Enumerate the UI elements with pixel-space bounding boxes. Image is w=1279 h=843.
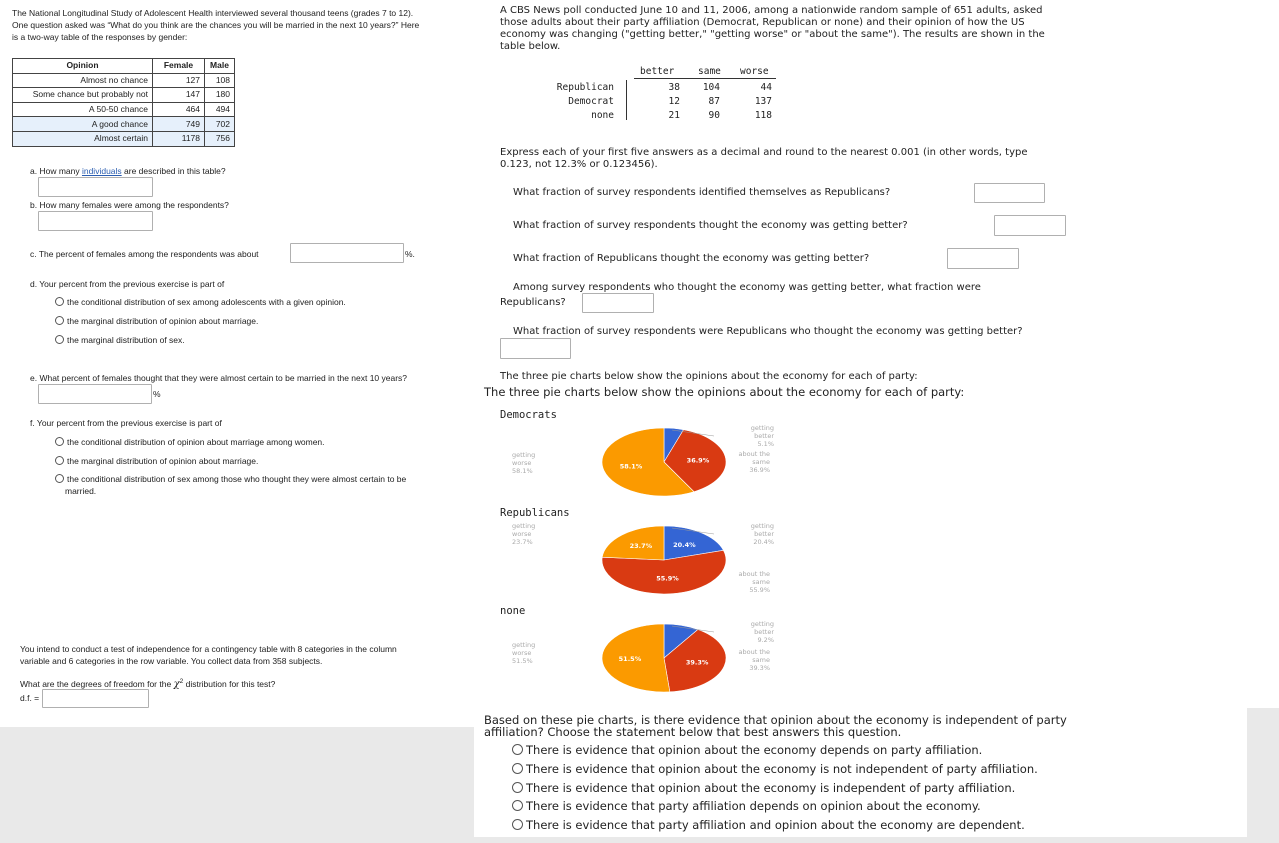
table-header: Female bbox=[153, 59, 205, 74]
intro-line-3: is a two-way table of the responses by gender: bbox=[12, 32, 188, 42]
table-cell: Some chance but probably not bbox=[13, 88, 153, 103]
table-cell: 108 bbox=[205, 73, 235, 88]
chi-intro-line-2: variable and 6 categories in the row variable. You collect data from 358 subjects. bbox=[20, 656, 323, 666]
table-header-rule bbox=[634, 78, 776, 79]
pie-percent-label: 23.7% bbox=[629, 542, 653, 551]
table-header: worse bbox=[740, 66, 769, 77]
question-2: What fraction of survey respondents thought the economy was getting better? bbox=[513, 220, 908, 231]
final-option-3[interactable]: There is evidence that opinion about the economy is independent of party affiliation. bbox=[512, 781, 1015, 795]
chi-question: What are the degrees of freedom for the $\chi^2$ distribution for this test? bbox=[20, 678, 276, 690]
table-cell: Almost certain bbox=[13, 131, 153, 146]
option-d-1[interactable]: the conditional distribution of sex among adolescents with a given opinion. bbox=[55, 297, 346, 307]
pie-outer-label: worse bbox=[512, 459, 532, 467]
independence-question-panel bbox=[474, 708, 1247, 837]
final-question-2: affiliation? Choose the statement below that best answers this question. bbox=[484, 725, 902, 739]
pie-title: none bbox=[500, 605, 526, 617]
radio-button[interactable] bbox=[55, 474, 64, 483]
pie-outer-label: about the bbox=[738, 648, 770, 656]
express-instructions-2: 0.123, not 12.3% or 0.123456). bbox=[500, 159, 658, 170]
table-cell: 756 bbox=[205, 131, 235, 146]
pie-outer-label: better bbox=[754, 628, 774, 636]
question-4-line-2: Republicans? bbox=[500, 297, 566, 308]
pie-percent-label: 20.4% bbox=[673, 541, 696, 550]
percent-unit: %. bbox=[405, 249, 415, 259]
table-cell: 90 bbox=[708, 110, 720, 121]
df-label: d.f. = bbox=[20, 693, 40, 703]
pie-outer-label: same bbox=[752, 458, 770, 466]
answer-4-input[interactable] bbox=[582, 293, 654, 313]
table-row bbox=[13, 88, 235, 103]
question-a: a. How many individuals are described in this table? bbox=[30, 166, 226, 176]
table-row-label: none bbox=[591, 110, 614, 121]
pie-outer-label: getting bbox=[512, 522, 536, 530]
express-instructions-1: Express each of your first five answers as a decimal and round to the nearest 0.001 (in other words, type bbox=[500, 147, 1028, 158]
intro-line-1: The National Longitudinal Study of Adolescent Health interviewed several thousand teens (grades 7 to 12). bbox=[12, 8, 414, 18]
pie-outer-label: about the bbox=[738, 450, 770, 458]
table-cell: A good chance bbox=[13, 117, 153, 132]
table-cell: A 50-50 chance bbox=[13, 102, 153, 117]
radio-button[interactable] bbox=[55, 316, 64, 325]
pie-outer-label: getting bbox=[750, 522, 774, 530]
radio-button[interactable] bbox=[512, 763, 523, 774]
answer-5-input[interactable] bbox=[500, 338, 571, 359]
pie-outer-label: about the bbox=[738, 570, 770, 578]
table-row-label: Democrat bbox=[568, 96, 614, 107]
final-option-4[interactable]: There is evidence that party affiliation depends on opinion about the economy. bbox=[512, 799, 981, 813]
radio-button[interactable] bbox=[55, 437, 64, 446]
table-cell: 87 bbox=[708, 96, 720, 107]
question-4-line-1: Among survey respondents who thought the economy was getting better, what fraction were bbox=[513, 282, 981, 293]
left-question-panel bbox=[0, 0, 474, 727]
table-cell: 137 bbox=[754, 96, 772, 107]
table-row bbox=[13, 131, 235, 146]
radio-button[interactable] bbox=[512, 744, 523, 755]
table-cell: 104 bbox=[702, 82, 720, 93]
table-cell: 44 bbox=[760, 82, 772, 93]
pie-title: Republicans bbox=[500, 507, 570, 519]
intro-line-2: One question asked was “What do you think are the chances you will be married in the next 10 years?” Here bbox=[12, 20, 420, 30]
table-cell: 12 bbox=[668, 96, 680, 107]
right-question-panel bbox=[474, 0, 1279, 708]
answer-3-input[interactable] bbox=[947, 248, 1019, 269]
poll-intro-1: A CBS News poll conducted June 10 and 11, 2006, among a nationwide random sample of 651 adults, asked bbox=[500, 5, 1043, 16]
table-cell: 1178 bbox=[153, 131, 205, 146]
table-cell: 494 bbox=[205, 102, 235, 117]
marriage-opinion-table bbox=[12, 58, 235, 147]
table-row-label: Republican bbox=[556, 82, 614, 93]
table-cell: 38 bbox=[668, 82, 680, 93]
option-f-2[interactable]: the marginal distribution of opinion about marriage. bbox=[55, 456, 258, 466]
radio-button[interactable] bbox=[512, 782, 523, 793]
pie-title: Democrats bbox=[500, 409, 557, 421]
table-row bbox=[13, 73, 235, 88]
pie-outer-label: getting bbox=[512, 641, 536, 649]
answer-c-input[interactable] bbox=[290, 243, 404, 263]
table-row bbox=[13, 102, 235, 117]
radio-button[interactable] bbox=[55, 456, 64, 465]
table-cell: 702 bbox=[205, 117, 235, 132]
pie-intro-large: The three pie charts below show the opinions about the economy for each of party: bbox=[484, 385, 965, 399]
table-cell: 21 bbox=[668, 110, 680, 121]
pie-percent-label: 51.5% bbox=[618, 654, 642, 663]
question-f: f. Your percent from the previous exercise is part of bbox=[30, 418, 222, 428]
table-header: Male bbox=[205, 59, 235, 74]
answer-1-input[interactable] bbox=[974, 183, 1045, 203]
table-cell: 147 bbox=[153, 88, 205, 103]
pie-percent-label: 55.9% bbox=[656, 574, 679, 583]
table-cell: Almost no chance bbox=[13, 73, 153, 88]
question-3: What fraction of Republicans thought the economy was getting better? bbox=[513, 253, 870, 264]
final-option-2[interactable]: There is evidence that opinion about the economy is not independent of party affiliation. bbox=[512, 762, 1038, 776]
option-d-3[interactable]: the marginal distribution of sex. bbox=[55, 335, 185, 345]
pie-outer-label: worse bbox=[512, 530, 532, 538]
radio-button[interactable] bbox=[512, 819, 523, 830]
table-header: better bbox=[640, 66, 675, 77]
option-f-1[interactable]: the conditional distribution of opinion about marriage among women. bbox=[55, 437, 325, 447]
question-1: What fraction of survey respondents identified themselves as Republicans? bbox=[513, 187, 891, 198]
radio-button[interactable] bbox=[55, 335, 64, 344]
answer-e-input[interactable] bbox=[38, 384, 152, 404]
df-input[interactable] bbox=[42, 689, 149, 708]
chi-intro-line-1: You intend to conduct a test of independence for a contingency table with 8 categories in the column bbox=[20, 644, 397, 654]
pie-outer-label: same bbox=[752, 578, 770, 586]
pie-outer-label: 36.9% bbox=[749, 466, 770, 474]
question-b: b. How many females were among the respondents? bbox=[30, 200, 229, 210]
option-f-3-continued: married. bbox=[65, 486, 97, 496]
question-5: What fraction of survey respondents were Republicans who thought the economy was getting better? bbox=[513, 326, 1023, 337]
pie-outer-label: 23.7% bbox=[512, 538, 533, 546]
pie-outer-label: 20.4% bbox=[753, 538, 774, 546]
table-cell: 127 bbox=[153, 73, 205, 88]
poll-intro-3: economy was changing ("getting better," "getting worse" or "about the same"). The results are shown in the bbox=[500, 29, 1045, 40]
table-cell: 118 bbox=[754, 110, 772, 121]
table-cell: 464 bbox=[153, 102, 205, 117]
pie-intro-small: The three pie charts below show the opinions about the economy for each of party: bbox=[500, 371, 918, 382]
table-header: same bbox=[698, 66, 721, 77]
question-d: d. Your percent from the previous exercise is part of bbox=[30, 279, 225, 289]
final-option-1[interactable]: There is evidence that opinion about the economy depends on party affiliation. bbox=[512, 743, 982, 757]
pie-outer-label: 51.5% bbox=[512, 657, 533, 665]
pie-outer-label: 58.1% bbox=[512, 467, 533, 475]
table-cell: 180 bbox=[205, 88, 235, 103]
pie-outer-label: getting bbox=[750, 620, 774, 628]
pie-outer-label: 55.9% bbox=[749, 586, 770, 594]
pie-percent-label: 39.3% bbox=[685, 658, 709, 667]
percent-unit: % bbox=[153, 389, 161, 399]
table-row bbox=[13, 117, 235, 132]
poll-intro-4: table below. bbox=[500, 41, 561, 52]
question-e: e. What percent of females thought that they were almost certain to be married in the next 10 years? bbox=[30, 373, 408, 383]
pie-outer-label: getting bbox=[512, 451, 536, 459]
individuals-link[interactable]: individuals bbox=[81, 166, 122, 176]
option-f-3[interactable]: the conditional distribution of sex among those who thought they were almost certain to be bbox=[55, 474, 406, 484]
final-question-1: Based on these pie charts, is there evidence that opinion about the economy is independent of party bbox=[484, 713, 1067, 727]
pie-outer-label: same bbox=[752, 656, 770, 664]
table-label-rule bbox=[626, 80, 627, 120]
question-c: c. The percent of females among the respondents was about bbox=[30, 249, 259, 259]
radio-button[interactable] bbox=[512, 800, 523, 811]
table-cell: 749 bbox=[153, 117, 205, 132]
pie-outer-label: 9.2% bbox=[757, 636, 774, 644]
final-option-5[interactable]: There is evidence that party affiliation and opinion about the economy are dependent. bbox=[512, 818, 1025, 832]
pie-outer-label: worse bbox=[512, 649, 532, 657]
pie-outer-label: 39.3% bbox=[749, 664, 770, 672]
pie-charts bbox=[474, 400, 1279, 700]
answer-b-input[interactable] bbox=[38, 211, 153, 231]
pie-percent-label: 36.9% bbox=[686, 456, 710, 465]
pie-outer-label: better bbox=[754, 530, 774, 538]
pie-outer-label: getting bbox=[750, 424, 774, 432]
answer-a-input[interactable] bbox=[38, 177, 153, 197]
option-d-2[interactable]: the marginal distribution of opinion about marriage. bbox=[55, 316, 258, 326]
pie-outer-label: better bbox=[754, 432, 774, 440]
table-header: Opinion bbox=[13, 59, 153, 74]
radio-button[interactable] bbox=[55, 297, 64, 306]
poll-intro-2: those adults about their party affiliation (Democrat, Republican or none) and their opinion of how the US bbox=[500, 17, 1025, 28]
pie-percent-label: 58.1% bbox=[619, 462, 643, 471]
answer-2-input[interactable] bbox=[994, 215, 1066, 236]
pie-outer-label: 5.1% bbox=[757, 440, 774, 448]
